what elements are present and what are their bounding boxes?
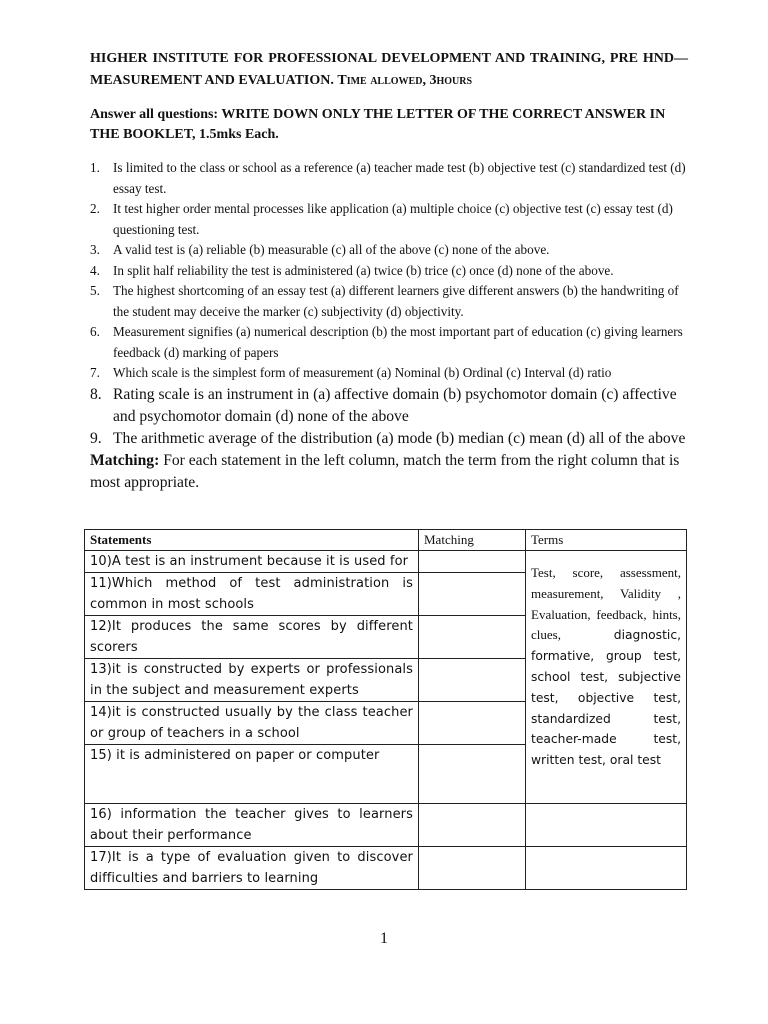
statement-cell: 17)It is a type of evaluation given to discover difficulties and barriers to learning [85,847,419,890]
statement-cell: 11)Which method of test administration is common in most schools [85,573,419,616]
matching-answer-cell[interactable] [419,702,526,745]
statement-cell: 13)it is constructed by experts or professionals in the subject and measurement experts [85,659,419,702]
matching-table [84,529,687,890]
exam-page [90,48,688,495]
instructions-body: WRITE DOWN ONLY THE LETTER OF THE CORRECT ANSWER IN THE BOOKLET, 1.5mks Each. [90,107,666,142]
table-row [85,551,687,573]
table-row [85,847,687,890]
terms-list-continued: diagnostic, formative, group test, school test, subjective test, objective test, standardized test, teacher-made test, written test, oral test [531,628,681,768]
statement-cell: 12)It produces the same scores by different scorers [85,616,419,659]
title-line-2: HND—MEASUREMENT AND EVALUATION. [90,51,688,88]
statement-cell: 16) information the teacher gives to learners about their performance [85,804,419,847]
terms-empty-cell [526,804,687,847]
title-line-1: HIGHER INSTITUTE FOR PROFESSIONAL DEVELOPMENT AND TRAINING, PRE [90,51,638,66]
question-text: The highest shortcoming of an essay test (a) different learners give different answers (b) the handwriting of the student may deceive the marker (c) subjectivity (d) objectivity. [113,283,679,319]
statement-cell: 14)it is constructed usually by the class teacher or group of teachers in a school [85,702,419,745]
terms-empty-cell [526,847,687,890]
question-text: The arithmetic average of the distribution (a) mode (b) median (c) mean (d) all of the above [113,429,686,447]
question-item [90,199,688,240]
question-item [90,261,688,282]
question-text: It test higher order mental processes like application (a) multiple choice (c) objective test (c) essay test (d) questioning test. [113,201,673,237]
question-item [90,428,688,450]
statement-cell: 10)A test is an instrument because it is used for [85,551,419,573]
matching-answer-cell[interactable] [419,804,526,847]
question-text: A valid test is (a) reliable (b) measurable (c) all of the above (c) none of the above. [113,242,550,257]
terms-header: Terms [526,530,687,551]
matching-lead: Matching: [90,451,160,469]
question-text: Rating scale is an instrument in (a) affective domain (b) psychomotor domain (c) affective and psychomotor domain (d) none of the above [113,385,677,425]
question-number: 2. [90,201,100,216]
question-item [90,363,688,384]
question-item [90,384,688,428]
matching-answer-cell[interactable] [419,573,526,616]
terms-list: Test, score, assessment, measurement, Validity , Evaluation, feedback, hints, clues, [531,565,681,643]
question-text: Is limited to the class or school as a reference (a) teacher made test (b) objective test (c) standardized test (d) essay test. [113,160,686,196]
matching-answer-cell[interactable] [419,551,526,573]
table-row [85,804,687,847]
matching-text: For each statement in the left column, match the term from the right column that is most appropriate. [90,451,680,491]
matching-answer-cell[interactable] [419,745,526,804]
matching-answer-cell[interactable] [419,616,526,659]
matching-answer-cell[interactable] [419,847,526,890]
page-number: 1 [380,930,388,947]
question-item [90,158,688,199]
matching-header: Matching [419,530,526,551]
question-item [90,240,688,261]
matching-answer-cell[interactable] [419,659,526,702]
question-number: 7. [90,365,100,380]
question-number: 5. [90,283,100,298]
matching-instructions [90,450,688,495]
question-text: In split half reliability the test is administered (a) twice (b) trice (c) once (d) none of the above. [113,262,614,278]
question-number: 9. [90,429,102,447]
question-text: Measurement signifies (a) numerical description (b) the most important part of education (c) giving learners feedback (d) marking of papers [113,324,683,360]
question-number: 8. [90,385,102,403]
question-item [90,281,688,322]
question-number: 1. [90,160,100,175]
question-number: 3. [90,242,100,257]
table-header-row [85,530,687,551]
question-number: 4. [90,262,100,278]
time-allowed: Time allowed, 3hours [337,73,473,88]
statement-cell: 15) it is administered on paper or computer [85,745,419,804]
question-text: Which scale is the simplest form of measurement (a) Nominal (b) Ordinal (c) Interval (d) ratio [113,365,612,380]
exam-title [90,48,688,92]
statements-header: Statements [85,530,419,551]
question-item [90,322,688,363]
question-number: 6. [90,324,100,339]
terms-cell [526,551,687,804]
question-list [90,158,688,450]
instructions-lead: Answer all questions: [90,107,222,122]
instructions [90,105,688,145]
